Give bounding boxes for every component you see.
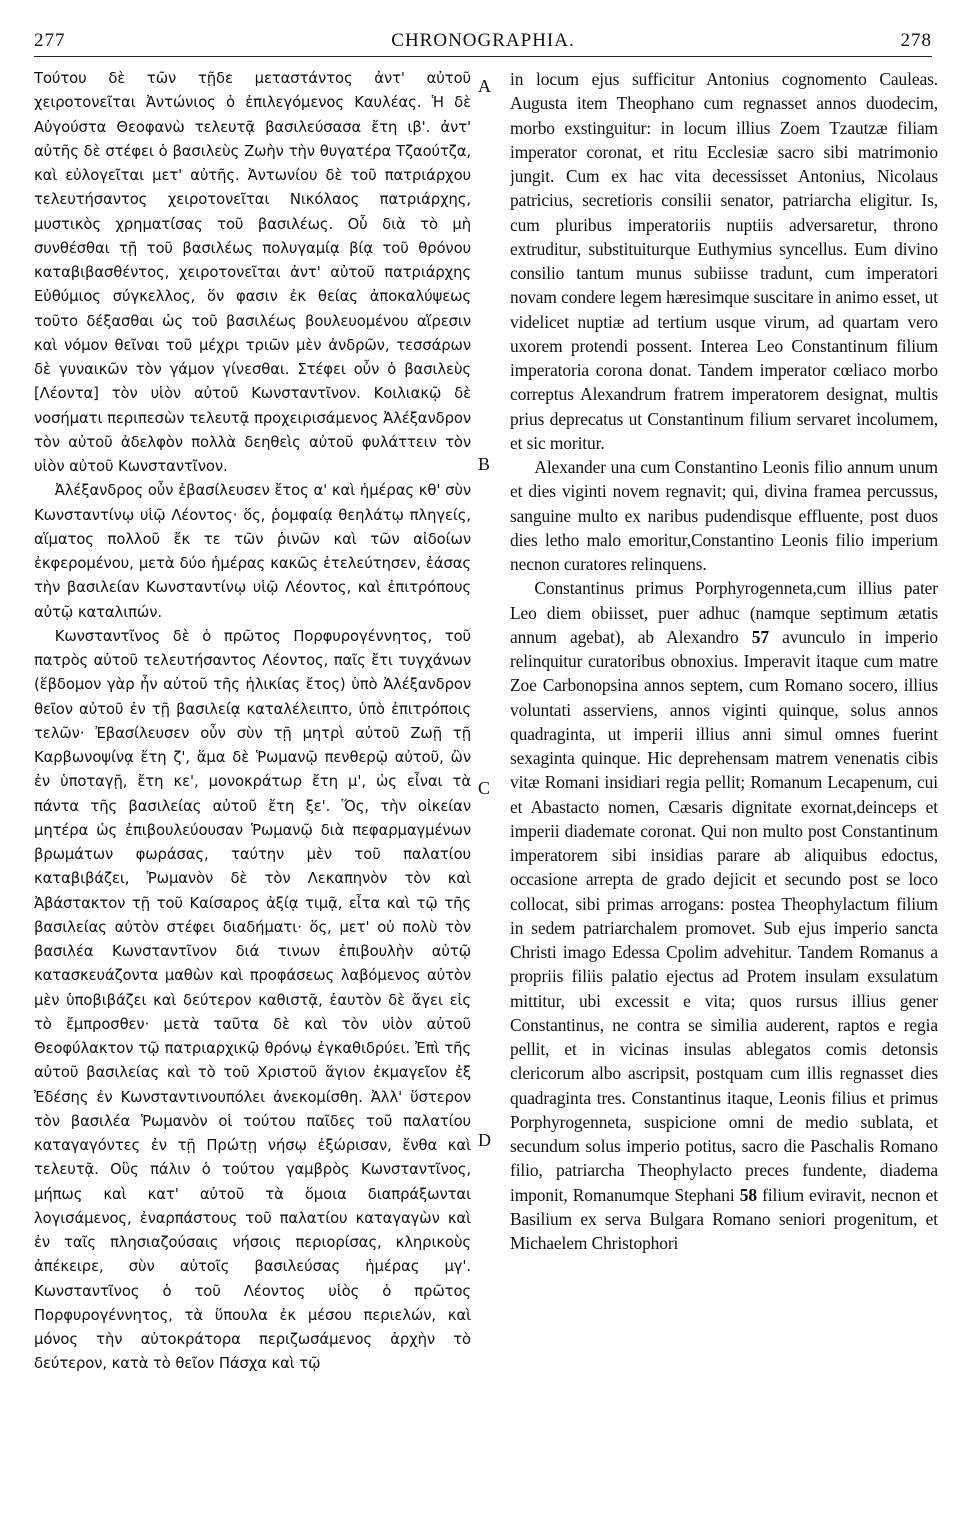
greek-paragraph-1: Τούτου δὲ τῶν τῇδε μεταστάντος ἀντ' αὐτοῦ χειροτονεῖται Ἀντώνιος ὁ ἐπιλεγόμενος Καυλέας. Ἡ δὲ Αὐγούστα Θεοφανὼ τελευτᾷ βασιλεύσασα ἔτη ιβ'. ἀντ' αὐτῆς δὲ στέφει ὁ βασιλεὺς Ζωὴν τὴν θυγατέρα Τζαούτζα, καὶ εὐλογεῖται μετ' αὐτῆς. Ἀντωνίου δὲ τοῦ πατριάρχου τελευτήσαντος χειροτονεῖται Νικόλαος πατριάρχης, μυστικὸς χρηματίσας τοῦ βασιλέως. Οὗ διὰ τὸ μὴ συνθέσθαι τῇ τοῦ βασιλέως πολυγαμίᾳ βίᾳ τοῦ θρόνου καταβιβασθέντος, χειροτονεῖται ἀντ' αὐτοῦ πατριάρχης Εὐθύμιος σύγκελλος, ὅν φασιν ἐκ θείας ἀποκαλύψεως τοῦτο δέξασθαι ὡς τοῦ βασιλέως βουλευομένου αἵρεσιν καὶ νόμον θεῖναι τοῦ μέχρι τριῶν μὲν ἀνδρῶν, τεσσάρων δὲ γυναικῶν τὸν γάμον γίνεσθαι. Στέφει οὖν ὁ βασιλεὺς [Λέοντα] τὸν υἱὸν αὐτοῦ Κωνσταντῖνον. Κοιλιακῷ δὲ νοσήματι περιπεσὼν τελευτᾷ προχειρισάμενος Ἀλέξανδρον τὸν αὐτοῦ ἀδελφὸν πολλὰ δεηθεὶς αὐτοῦ φυλάττειν τὸν υἱὸν αὐτοῦ Κωνσταντῖνον. — [34, 70, 471, 475]
margin-letter-d: D — [478, 1130, 491, 1150]
latin-paragraph-1: in locum ejus sufficitur Antonius cognomento Cauleas. Augusta item Theophano cum regnasset annos duodecim, morbo exstinguitur: in locum illius Zoem Tzautzæ filiam imperator coronat, et ritu Ecclesiæ sacro sibi matrimonio jungit. Cum ex hac vita decessisset Antonius, Nicolaus patricius, secretioris consilii senator, patriarcha eligitur. Is, cum pluribus imperatoriis nuptiis adversaretur, throno extruditur, substituiturque Euthymius syncellus. Eum divino consilio tantum munus subiisse tradunt, cum imperatori novam condere legem hæresimque suscitare in animo esset, ut videlicet nuptiæ ad tertium usque virum, ad quartam vero uxorem protendi possent. Interea Leo Constantinum filium imperatoria corona donat. Tandem imperator cœliaco morbo correptus Alexandrum fratrem imperatorem designat, multis prius deprecatus ut Constantinum filium servaret incolumem, et sic moritur. — [510, 69, 938, 453]
page-number-left: 277 — [34, 30, 66, 51]
latin-paragraph-3-part-3: filium eviravit, necnon et Basilium ex serva Bulgara Romano seniori progenitum, et Michaelem Christophori — [510, 1184, 938, 1253]
margin-letter-a: A — [478, 76, 491, 96]
running-title: CHRONOGRAPHIA. — [391, 30, 575, 51]
latin-paragraph-3 — [510, 576, 938, 1255]
greek-paragraph-3: Κωνσταντῖνος δὲ ὁ πρῶτος Πορφυρογέννητος, τοῦ πατρὸς αὐτοῦ τελευτήσαντος Λέοντος, παῖς ἔτι τυγχάνων (ἕβδομον γὰρ ἦν αὐτοῦ τῆς ἡλικίας ἔτος) ὑπὸ Ἀλέξανδρον θεῖον αὐτοῦ ἐν τῇ βασιλείᾳ καταλέλειπτο, ὑπὸ ἐπιτρόποις τελῶν· Ἐβασίλευσεν οὖν σὺν τῇ μητρὶ αὐτοῦ Ζωῇ τῇ Καρβωνοψίνᾳ ἔτη ζ', ἅμα δὲ Ῥωμανῷ πενθερῷ αὐτοῦ, ὢν ἐν ὑποταγῇ, ἔτη κε', μονοκράτωρ ἔτη μ', ὡς εἶναι τὰ πάντα τῆς βασιλείας αὐτοῦ ἔτη ξε'. Ὅς, τὴν οἰκείαν μητέρα ὡς ἐπιβουλεύουσαν Ῥωμανῷ διὰ πεφαρμαγμένων βρωμάτων φωράσας, ταύτην μὲν τοῦ παλατίου καταβιβάζει, Ῥωμανὸν δὲ τὸν Λεκαπηνὸν τὸν καὶ Ἀβάστακτον τῇ τοῦ Καίσαρος ἀξίᾳ τιμᾷ, εἶτα καὶ τῷ τῆς βασιλείας αὐτὸν στέφει διαδήματι· ὅς, μετ' οὐ πολὺ τὸν βασιλέα Κωνσταντῖνον διά τινων ἐπιβουλὴν αὐτῷ κατασκευάζοντα μαθὼν καὶ προφάσεως λαβόμενος αὐτὸν μὲν ὑποβιβάζει καὶ δεύτερον καθιστᾷ, ἑαυτὸν δὲ ἄγει εἰς τὸ ἔμπροσθεν· μετὰ ταῦτα δὲ καὶ τὸν υἱὸν αὐτοῦ Θεοφύλακτον τῷ πατριαρχικῷ θρόνῳ ἐγκαθιδρύει. Ἐπὶ τῆς αὐτοῦ βασιλείας καὶ τὸ τοῦ Χριστοῦ ἅγιον ἐκμαγεῖον ἐξ Ἐδέσης ἐν Κωνσταντινουπόλει ἀνεκομίσθη. Ἀλλ' ὕστερον τὸν βασιλέα Ῥωμανὸν οἱ τούτου παῖδες τοῦ παλατίου καταγαγόντες ἐν τῇ Πρώτῃ νήσῳ ἐξώρισαν, ἔνθα καὶ τελευτᾷ. Οὓς πάλιν ὁ τούτου γαμβρὸς Κωνσταντῖνος, μήπως καὶ κατ' αὐτοῦ τὰ ὅμοια διαπράξωνται λογισάμενος, ἐναρπάστους τοῦ παλατίου καταγαγὼν καὶ ἐν ταῖς πλησιαζούσαις νήσοις περιορίσας, κληρικοὺς ἀπέκειρε, σὺν αὐτοῖς βασιλεύσας ἡμέρας μγ'. Κωνσταντῖνος ὁ τοῦ Λέοντος υἱὸς ὁ πρῶτος Πορφυρογέννητος, τὰ ὕπουλα ἐκ μέσου περιελών, καὶ μόνος τὴν αὐτοκράτορα περιζωσάμενος ἀρχὴν τὸ δεύτερον, κατὰ τὸ θεῖον Πάσχα καὶ τῷ — [34, 627, 471, 1373]
page-header — [34, 30, 932, 57]
verse-number-57: 57 — [751, 626, 769, 647]
verse-number-58: 58 — [739, 1184, 757, 1205]
margin-letter-c: C — [478, 778, 491, 798]
margin-letter-b: B — [478, 454, 491, 474]
page-number-right: 278 — [900, 30, 932, 51]
latin-paragraph-3-part-1: Constantinus primus Porphyrogenneta,cum illius pater Leo diem obiisset, puer adhuc (namque septimum ætatis annum agebat), ab Alexandro — [510, 578, 938, 647]
latin-paragraph-3-part-2: avunculo in imperio relinquitur curatoribus obnoxius. Imperavit itaque cum matre Zoe Carbonopsina annos septem, cum Romano socero, illius voluntati asserviens, annos viginti quinque, solus annos quadraginta, ut imperii illius anni simul omnes fuerint sexaginta quinque. Hic deprehensam matrem venenatis cibis vitæ Romani insidiari regia pellit; Romanum Lecapenum, cui et Abastacto nomen, Cæsaris dignitate exornat,deinceps et imperii diademate coronat. Qui non multo post Constantinum imperatorem sibi insidias parare ab aliquibus edoctus, occasione arrepta de grado dejicit et secundo post se loco collocat, sibi primas arrogans: postea Theophylactum filium in sedem patriarchalem promovet. Sub ejus imperio sancta Christi imago Edessa Cpolim advehitur. Tandem Romanus a propriis filiis palatio ejectus ad Protem insulam exsulatum mittitur, ubi excessit e vita; quos rursus illius gener Constantinus, ne contra se similia auderent, raptos e regia pellit, et in vicinas insulas ablegatos comis detonsis clericorum albo ascripsit, postquam cum illis regnasset dies quadraginta tres. Constantinus itaque, Leonis filius et primus Porphyrogenneta, suspicione omni de medio sublata, et secundum solus imperio potitus, sacro die Paschalis Romano filio, patriarcha Theophylacto preces fundente, diadema imponit, Romanumque Stephani — [510, 626, 938, 1205]
greek-column — [34, 67, 471, 1377]
latin-paragraph-2: Alexander una cum Constantino Leonis filio annum unum et dies viginti novem regnavit; qui, divina framea percussus, sanguine multo ex naribus pudendisque effluente, post duos dies letho malo emoritur,Constantino Leonis filio imperium necnon curatores relinquens. — [510, 457, 938, 574]
latin-column — [510, 67, 938, 1255]
greek-paragraph-2: Ἀλέξανδρος οὖν ἐβασίλευσεν ἔτος α' καὶ ἡμέρας κθ' σὺν Κωνσταντίνῳ υἱῷ Λέοντος· ὅς, ῥομφαίᾳ θεηλάτῳ πληγείς, αἵματος πολλοῦ ἔκ τε τῶν ῥινῶν καὶ τῶν αἰδοίων ἐκφερομένου, μετὰ δύο ἡμέρας κακῶς ἐτελεύτησεν, ἐάσας τὴν βασιλείαν Κωνσταντίνῳ υἱῷ Λέοντος, καὶ ἐπιτρόπους αὐτῷ καταλιπών. — [34, 482, 471, 621]
